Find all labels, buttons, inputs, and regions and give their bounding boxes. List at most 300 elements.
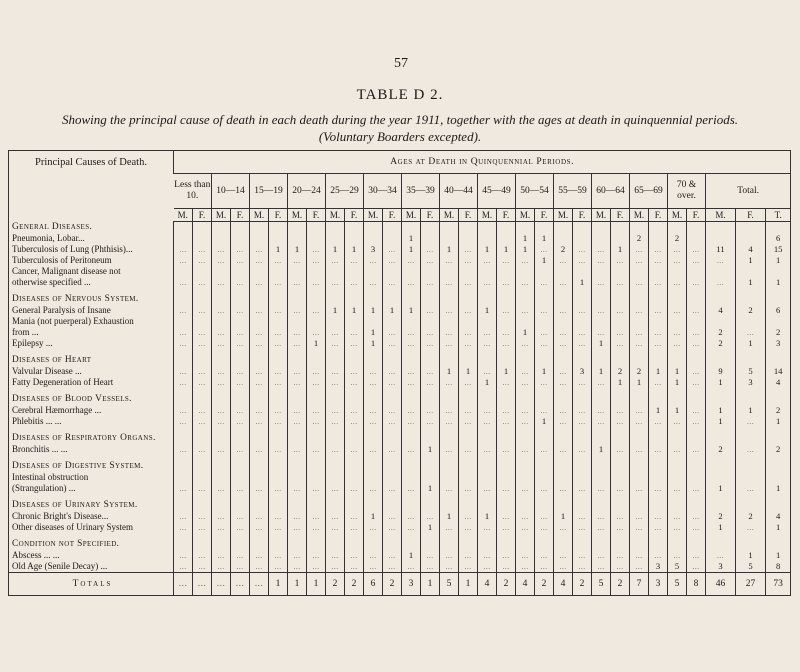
value-cell: ... — [573, 444, 592, 455]
value-cell: ... — [364, 561, 383, 573]
value-cell: ... — [193, 416, 212, 427]
sex-header-f: F. — [573, 209, 592, 222]
value-cell: ... — [326, 327, 345, 338]
value-cell — [687, 294, 706, 305]
value-cell: ... — [573, 522, 592, 533]
value-cell: 1 — [736, 277, 766, 288]
value-cell — [592, 539, 611, 550]
value-cell: ... — [402, 444, 421, 455]
value-cell: 2 — [630, 366, 649, 377]
value-cell: ... — [231, 483, 250, 494]
totals-cell: 1 — [459, 573, 478, 596]
value-cell — [554, 222, 573, 234]
value-cell: ... — [250, 377, 269, 388]
value-cell: ... — [326, 416, 345, 427]
total-sex-header-t: T. — [766, 209, 791, 222]
cause-cell: Mania (not puerperal) Exhaustion — [12, 316, 134, 326]
value-cell — [440, 539, 459, 550]
value-cell: ... — [592, 327, 611, 338]
value-cell: ... — [231, 444, 250, 455]
value-cell: ... — [573, 255, 592, 266]
value-cell: ... — [269, 277, 288, 288]
value-cell — [307, 355, 326, 366]
value-cell: 5 — [736, 561, 766, 573]
value-cell — [478, 316, 497, 327]
value-cell: ... — [535, 550, 554, 561]
value-cell — [288, 500, 307, 511]
value-cell: ... — [630, 550, 649, 561]
value-cell — [231, 355, 250, 366]
value-cell — [554, 266, 573, 277]
age-group-header: 50—54 — [516, 174, 554, 209]
sex-header-f: F. — [535, 209, 554, 222]
value-cell: ... — [364, 416, 383, 427]
value-cell — [402, 266, 421, 277]
value-cell — [766, 222, 791, 234]
value-cell — [288, 539, 307, 550]
value-cell: 2 — [554, 244, 573, 255]
value-cell: ... — [231, 327, 250, 338]
value-cell — [364, 316, 383, 327]
value-cell: ... — [421, 416, 440, 427]
value-cell: ... — [668, 511, 687, 522]
value-cell — [440, 222, 459, 234]
value-cell: 1 — [478, 244, 497, 255]
value-cell: 3 — [649, 561, 668, 573]
value-cell: ... — [516, 561, 535, 573]
value-cell — [231, 461, 250, 472]
value-cell — [193, 472, 212, 483]
value-cell — [250, 316, 269, 327]
value-cell — [269, 394, 288, 405]
value-cell — [592, 222, 611, 234]
value-cell — [326, 355, 345, 366]
value-cell — [174, 222, 193, 234]
value-cell: 1 — [535, 255, 554, 266]
age-group-header: 10—14 — [212, 174, 250, 209]
value-cell: ... — [288, 444, 307, 455]
value-cell: 1 — [440, 244, 459, 255]
value-cell: ... — [497, 305, 516, 316]
value-cell: ... — [459, 550, 478, 561]
value-cell — [174, 355, 193, 366]
value-cell: ... — [478, 561, 497, 573]
subtitle-line-1: Showing the principal cause of death in each death during the year 1911, together with the ages at death in quinquennial periods. — [61, 112, 739, 127]
value-cell: ... — [592, 255, 611, 266]
value-cell — [421, 233, 440, 244]
cause-cell: Diseases of Heart — [12, 355, 92, 365]
value-cell: ... — [345, 338, 364, 349]
value-cell — [668, 461, 687, 472]
value-cell: 1 — [478, 377, 497, 388]
value-cell — [307, 316, 326, 327]
value-cell — [573, 355, 592, 366]
value-cell: 1 — [516, 327, 535, 338]
value-cell: ... — [383, 277, 402, 288]
value-cell — [231, 539, 250, 550]
value-cell — [736, 294, 766, 305]
value-cell: ... — [364, 550, 383, 561]
value-cell: ... — [611, 338, 630, 349]
value-cell — [440, 355, 459, 366]
value-cell: ... — [440, 483, 459, 494]
value-cell — [706, 539, 736, 550]
value-cell — [345, 472, 364, 483]
sex-header-m: M. — [402, 209, 421, 222]
table-row — [9, 305, 791, 316]
value-cell — [345, 233, 364, 244]
value-cell: ... — [174, 550, 193, 561]
section-row — [9, 433, 791, 444]
value-cell: 1 — [736, 338, 766, 349]
value-cell: ... — [288, 366, 307, 377]
value-cell — [611, 355, 630, 366]
value-cell: ... — [592, 561, 611, 573]
value-cell — [269, 266, 288, 277]
value-cell: ... — [497, 377, 516, 388]
value-cell — [706, 316, 736, 327]
value-cell — [364, 294, 383, 305]
value-cell — [383, 233, 402, 244]
value-cell — [592, 355, 611, 366]
value-cell — [421, 472, 440, 483]
value-cell: ... — [440, 277, 459, 288]
total-sex-header-f: F. — [736, 209, 766, 222]
totals-cell: 3 — [402, 573, 421, 596]
value-cell — [269, 461, 288, 472]
value-cell: ... — [174, 244, 193, 255]
value-cell: ... — [212, 561, 231, 573]
value-cell: 1 — [440, 366, 459, 377]
value-cell — [250, 500, 269, 511]
value-cell — [326, 461, 345, 472]
value-cell — [288, 222, 307, 234]
value-cell: 1 — [736, 255, 766, 266]
value-cell: ... — [307, 366, 326, 377]
table-row — [9, 444, 791, 455]
value-cell: ... — [250, 405, 269, 416]
value-cell: ... — [649, 244, 668, 255]
sex-header-f: F. — [497, 209, 516, 222]
value-cell: 1 — [706, 483, 736, 494]
value-cell: ... — [421, 244, 440, 255]
cause-cell: Old Age (Senile Decay) ... — [12, 561, 108, 571]
value-cell: ... — [611, 511, 630, 522]
value-cell: ... — [231, 366, 250, 377]
value-cell — [288, 461, 307, 472]
totals-cell: 1 — [269, 573, 288, 596]
value-cell — [326, 472, 345, 483]
value-cell: ... — [212, 338, 231, 349]
value-cell: ... — [573, 377, 592, 388]
value-cell — [573, 222, 592, 234]
value-cell — [649, 539, 668, 550]
value-cell: ... — [421, 366, 440, 377]
value-cell: 1 — [592, 366, 611, 377]
table-row — [9, 255, 791, 266]
value-cell: ... — [687, 366, 706, 377]
value-cell — [421, 500, 440, 511]
totals-cell: 1 — [421, 573, 440, 596]
value-cell — [573, 266, 592, 277]
value-cell: 1 — [535, 233, 554, 244]
age-group-header: 30—34 — [364, 174, 402, 209]
value-cell: ... — [326, 561, 345, 573]
value-cell: ... — [345, 483, 364, 494]
value-cell: ... — [630, 561, 649, 573]
value-cell: ... — [459, 416, 478, 427]
value-cell: ... — [535, 483, 554, 494]
value-cell — [611, 316, 630, 327]
value-cell — [611, 294, 630, 305]
value-cell: ... — [421, 305, 440, 316]
value-cell: ... — [630, 327, 649, 338]
value-cell: ... — [326, 511, 345, 522]
value-cell: 2 — [668, 233, 687, 244]
value-cell: ... — [573, 244, 592, 255]
value-cell: ... — [630, 244, 649, 255]
value-cell: ... — [687, 244, 706, 255]
value-cell — [554, 500, 573, 511]
value-cell — [421, 222, 440, 234]
value-cell — [554, 355, 573, 366]
value-cell — [269, 233, 288, 244]
value-cell — [497, 294, 516, 305]
value-cell: ... — [535, 561, 554, 573]
value-cell — [649, 294, 668, 305]
value-cell — [326, 316, 345, 327]
value-cell — [535, 500, 554, 511]
cause-cell: Diseases of Blood Vessels. — [12, 394, 132, 404]
value-cell: ... — [250, 338, 269, 349]
value-cell — [736, 266, 766, 277]
value-cell: ... — [212, 277, 231, 288]
value-cell — [535, 539, 554, 550]
value-cell — [554, 394, 573, 405]
value-cell — [573, 433, 592, 444]
value-cell — [402, 355, 421, 366]
value-cell: 2 — [706, 444, 736, 455]
value-cell: ... — [649, 377, 668, 388]
value-cell — [554, 472, 573, 483]
value-cell — [592, 294, 611, 305]
value-cell — [687, 472, 706, 483]
value-cell: ... — [459, 338, 478, 349]
value-cell: ... — [364, 405, 383, 416]
value-cell: ... — [402, 522, 421, 533]
value-cell — [668, 294, 687, 305]
value-cell: ... — [440, 522, 459, 533]
value-cell: ... — [383, 366, 402, 377]
cause-cell: General Diseases. — [12, 221, 93, 232]
page-number: 57 — [394, 56, 408, 71]
value-cell: ... — [611, 416, 630, 427]
sex-header-f: F. — [649, 209, 668, 222]
value-cell: ... — [535, 405, 554, 416]
totals-cell: 8 — [687, 573, 706, 596]
value-cell — [212, 461, 231, 472]
value-cell — [364, 539, 383, 550]
value-cell: ... — [516, 511, 535, 522]
value-cell: ... — [326, 338, 345, 349]
total-header: Total. — [706, 174, 791, 209]
sex-header-m: M. — [516, 209, 535, 222]
value-cell: 1 — [402, 244, 421, 255]
value-cell — [630, 222, 649, 234]
value-cell: ... — [459, 561, 478, 573]
value-cell: 1 — [402, 305, 421, 316]
value-cell — [193, 539, 212, 550]
value-cell — [649, 461, 668, 472]
value-cell: 1 — [402, 550, 421, 561]
value-cell — [516, 472, 535, 483]
value-cell: ... — [193, 305, 212, 316]
value-cell: ... — [421, 377, 440, 388]
table-row — [9, 327, 791, 338]
value-cell: ... — [611, 327, 630, 338]
section-row — [9, 394, 791, 405]
value-cell — [497, 233, 516, 244]
value-cell — [459, 500, 478, 511]
value-cell — [212, 233, 231, 244]
value-cell: ... — [231, 511, 250, 522]
value-cell: ... — [288, 327, 307, 338]
totals-cell: 46 — [706, 573, 736, 596]
value-cell: ... — [402, 483, 421, 494]
value-cell — [766, 355, 791, 366]
value-cell: ... — [402, 338, 421, 349]
value-cell — [611, 539, 630, 550]
value-cell: ... — [364, 522, 383, 533]
value-cell: ... — [687, 511, 706, 522]
value-cell: 3 — [364, 244, 383, 255]
value-cell — [269, 355, 288, 366]
value-cell: ... — [174, 444, 193, 455]
value-cell: ... — [630, 405, 649, 416]
table-row — [9, 244, 791, 255]
value-cell: ... — [573, 550, 592, 561]
value-cell: ... — [554, 305, 573, 316]
value-cell: 2 — [630, 233, 649, 244]
totals-cell: 2 — [573, 573, 592, 596]
value-cell: ... — [554, 366, 573, 377]
value-cell — [288, 355, 307, 366]
value-cell: ... — [326, 255, 345, 266]
value-cell: ... — [611, 444, 630, 455]
value-cell: ... — [326, 366, 345, 377]
value-cell: ... — [440, 444, 459, 455]
value-cell: ... — [269, 416, 288, 427]
value-cell — [630, 394, 649, 405]
value-cell: 4 — [706, 305, 736, 316]
value-cell — [288, 266, 307, 277]
value-cell — [554, 316, 573, 327]
value-cell: ... — [193, 277, 212, 288]
value-cell — [516, 266, 535, 277]
value-cell: ... — [174, 416, 193, 427]
value-cell: ... — [478, 550, 497, 561]
value-cell: 1 — [668, 366, 687, 377]
sex-header-m: M. — [174, 209, 193, 222]
value-cell: ... — [174, 338, 193, 349]
value-cell — [497, 355, 516, 366]
value-cell — [668, 472, 687, 483]
value-cell — [288, 433, 307, 444]
cause-column-header: Principal Causes of Death. — [35, 157, 147, 168]
value-cell: 2 — [766, 405, 791, 416]
value-cell: 1 — [307, 338, 326, 349]
value-cell — [440, 266, 459, 277]
cause-cell: Diseases of Digestive System. — [12, 461, 144, 471]
value-cell — [421, 294, 440, 305]
age-group-header: Less than 10. — [174, 174, 212, 209]
value-cell: ... — [231, 561, 250, 573]
table-row — [9, 416, 791, 427]
value-cell: ... — [193, 377, 212, 388]
value-cell — [307, 266, 326, 277]
value-cell: ... — [326, 405, 345, 416]
value-cell: ... — [440, 338, 459, 349]
value-cell: ... — [630, 277, 649, 288]
value-cell — [478, 233, 497, 244]
value-cell: ... — [554, 338, 573, 349]
value-cell: ... — [212, 244, 231, 255]
value-cell — [573, 316, 592, 327]
value-cell — [383, 355, 402, 366]
section-row — [9, 500, 791, 511]
value-cell: ... — [535, 277, 554, 288]
value-cell — [535, 394, 554, 405]
cause-cell: Valvular Disease ... — [12, 366, 82, 376]
sex-header-m: M. — [364, 209, 383, 222]
value-cell — [174, 461, 193, 472]
table-row — [9, 377, 791, 388]
value-cell: 1 — [516, 244, 535, 255]
value-cell — [766, 394, 791, 405]
value-cell — [402, 500, 421, 511]
value-cell: ... — [307, 416, 326, 427]
value-cell — [345, 433, 364, 444]
value-cell — [736, 355, 766, 366]
value-cell: ... — [269, 511, 288, 522]
totals-cell: 4 — [516, 573, 535, 596]
value-cell: ... — [516, 522, 535, 533]
value-cell — [497, 461, 516, 472]
value-cell: ... — [402, 511, 421, 522]
value-cell: ... — [516, 377, 535, 388]
value-cell — [212, 222, 231, 234]
value-cell: ... — [193, 483, 212, 494]
totals-label: Totals — [9, 573, 174, 596]
value-cell: ... — [649, 416, 668, 427]
value-cell: ... — [478, 416, 497, 427]
value-cell — [478, 472, 497, 483]
ages-title: Ages at Death in Quinquennial Periods. — [174, 151, 791, 174]
value-cell — [766, 294, 791, 305]
sex-header-m: M. — [288, 209, 307, 222]
value-cell — [687, 539, 706, 550]
value-cell: ... — [649, 444, 668, 455]
value-cell: 2 — [766, 444, 791, 455]
cause-cell: Epilepsy ... — [12, 338, 53, 348]
value-cell — [611, 500, 630, 511]
value-cell: ... — [668, 327, 687, 338]
value-cell: ... — [459, 244, 478, 255]
value-cell — [766, 433, 791, 444]
value-cell: 1 — [592, 338, 611, 349]
totals-cell: 6 — [364, 573, 383, 596]
value-cell — [326, 294, 345, 305]
